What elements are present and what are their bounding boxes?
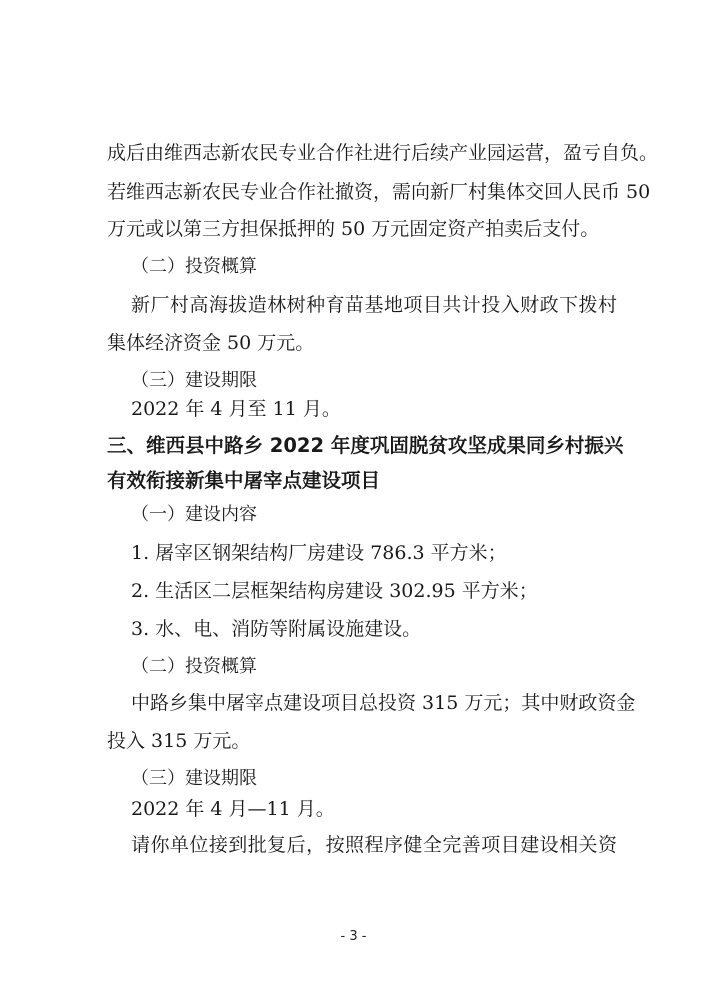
body-text-line: 2022 年 4 月—11 月。 [131,798,335,820]
list-item: 2. 生活区二层框架结构房建设 302.95 平方米； [131,580,538,602]
list-item: 1. 屠宰区钢架结构厂房建设 786.3 平方米； [131,542,507,564]
body-text-line: 中路乡集中屠宰点建设项目总投资 315 万元；其中财政资金 [131,692,636,714]
body-text-line: 若维西志新农民专业合作社撤资，需向新厂村集体交回人民币 50 [107,181,651,203]
body-text-line: 投入 315 万元。 [107,730,251,752]
section-subheading: （二）投资概算 [131,256,257,277]
body-text-line: 成后由维西志新农民专业合作社进行后续产业园运营，盈亏自负。 [107,142,659,164]
section-subheading: （二）投资概算 [131,656,257,677]
section-heading: 三、维西县中路乡 2022 年度巩固脱贫攻坚成果同乡村振兴 [107,434,624,457]
body-text-line: 集体经济资金 50 万元。 [107,332,315,354]
body-text-line: 请你单位接到批复后，按照程序健全完善项目建设相关资 [131,834,617,856]
section-subheading: （三）建设期限 [131,768,257,789]
body-text-line: 新厂村高海拔造林树种育苗基地项目共计投入财政下拨村 [131,294,617,316]
list-item: 3. 水、电、消防等附属设施建设。 [131,618,422,640]
section-heading: 有效衔接新集中屠宰点建设项目 [107,469,381,492]
body-text-line: 2022 年 4 月至 11 月。 [131,398,341,420]
section-subheading: （一）建设内容 [131,504,257,525]
page-number: - 3 - [340,929,367,944]
section-subheading: （三）建设期限 [131,370,257,391]
body-text-line: 万元或以第三方担保抵押的 50 万元固定资产拍卖后支付。 [107,218,600,240]
